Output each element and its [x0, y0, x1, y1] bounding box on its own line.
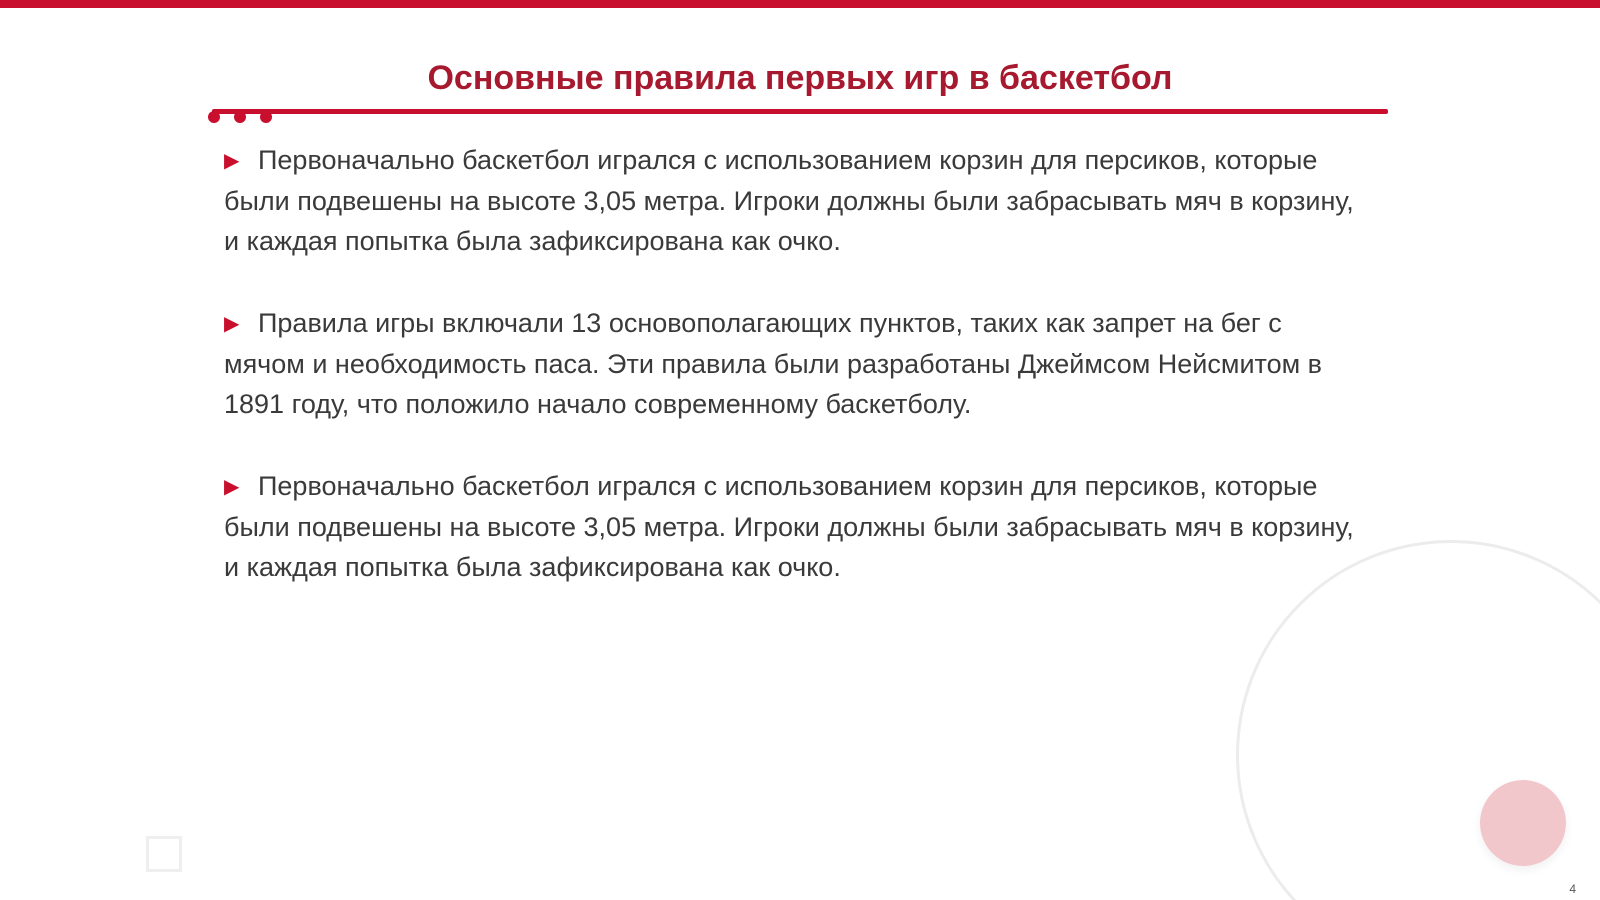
triangle-bullet-icon: ▶: [224, 150, 240, 172]
decorative-dot: [234, 111, 246, 123]
bullet-text: Правила игры включали 13 основополагающих пунктов, таких как запрет на бег с мячом и необходимость паса. Эти правила были разработаны Джеймсом Нейсмитом в 1891 году, что положило начало современному баскетболу.: [224, 308, 1323, 419]
decorative-square: [146, 836, 182, 872]
bullet-list: [224, 140, 1354, 629]
decorative-circle: [1480, 780, 1566, 866]
slide-title: Основные правила первых игр в баскетбол: [427, 59, 1173, 97]
top-accent-bar: [0, 0, 1600, 8]
decorative-dot: [208, 111, 220, 123]
page-number: 4: [1569, 882, 1576, 896]
decorative-dot: [260, 111, 272, 123]
bullet-item: [224, 303, 1354, 424]
triangle-bullet-icon: ▶: [224, 313, 240, 335]
bullet-text: Первоначально баскетбол игрался с использованием корзин для персиков, которые были подвешены на высоте 3,05 метра. Игроки должны были забрасывать мяч в корзину, и каждая попытка была зафиксирована как очко.: [224, 145, 1354, 256]
title-underline: [212, 109, 1388, 114]
bullet-item: [224, 140, 1354, 261]
bullet-text: Первоначально баскетбол игрался с использованием корзин для персиков, которые были подвешены на высоте 3,05 метра. Игроки должны были забрасывать мяч в корзину, и каждая попытка была зафиксирована как очко.: [224, 471, 1354, 582]
triangle-bullet-icon: ▶: [224, 476, 240, 498]
bullet-item: [224, 466, 1354, 587]
